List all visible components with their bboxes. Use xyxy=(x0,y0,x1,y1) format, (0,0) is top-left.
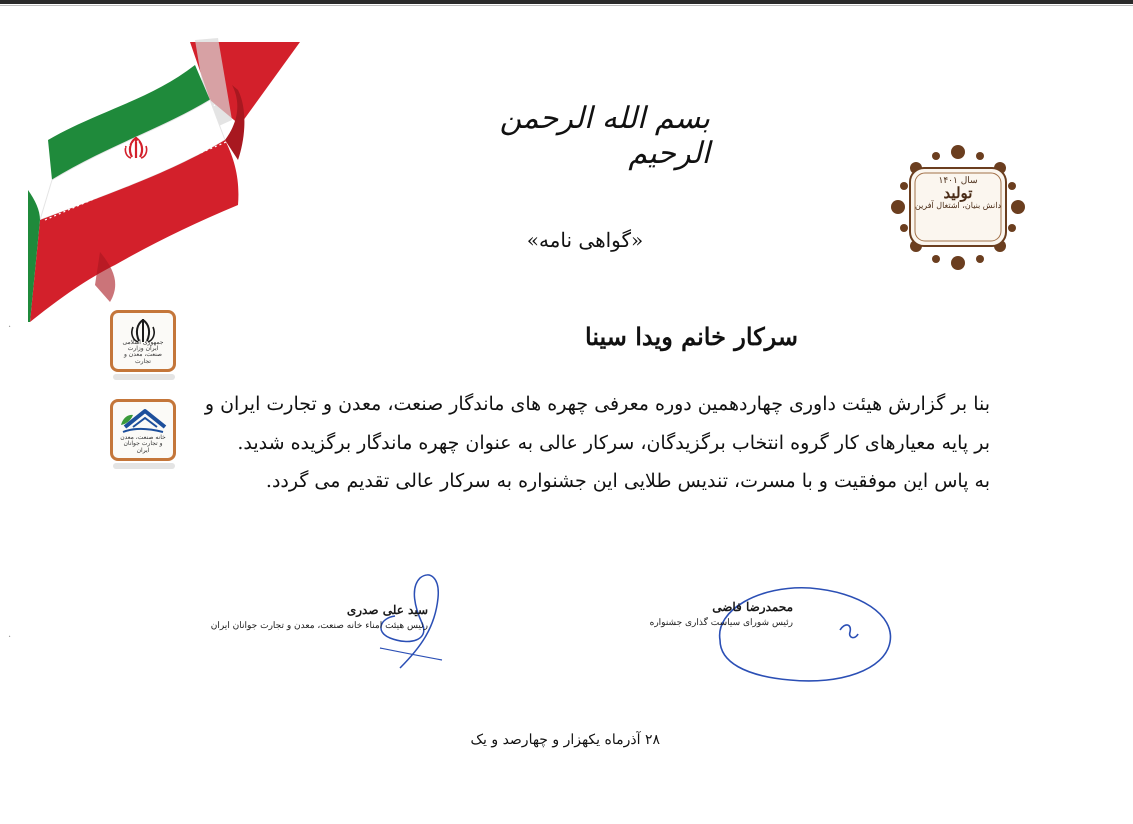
certificate-date: ۲۸ آذرماه یکهزار و چهارصد و یک xyxy=(470,732,660,748)
right-signatory-name: محمدرضا فاضی xyxy=(712,600,793,614)
body-line: بنا بر گزارش هیئت داوری چهاردهمین دوره معرفی چهره های ماندگار صنعت، معدن و تجارت ایران و xyxy=(204,393,990,415)
certificate-title: «گواهی نامه» xyxy=(526,228,644,252)
scan-mark: · xyxy=(8,322,12,333)
house-logo-shadow xyxy=(113,463,175,469)
right-signature-mark xyxy=(700,580,900,690)
iran-flag-ribbon xyxy=(0,30,310,330)
top-border-thin xyxy=(0,5,1133,6)
certificate-body xyxy=(190,385,990,501)
right-signatory xyxy=(593,600,793,628)
left-signatory-name: سید علی صدری xyxy=(346,603,428,617)
recipient-name: سرکار خانم ویدا سینا xyxy=(585,322,798,351)
top-border xyxy=(0,0,1133,4)
ministry-logo xyxy=(110,310,176,372)
body-line: به پاس این موفقیت و با مسرت، تندیس طلایی این جشنواره به سرکار عالی تقدیم می گردد. xyxy=(265,470,990,492)
left-signatory xyxy=(168,603,428,631)
scan-mark: · xyxy=(8,632,12,643)
ministry-logo-caption: جمهوری اسلامی ایران وزارت صنعت، معدن و تجارت xyxy=(122,338,164,365)
emblem-slogan: دانش بنیان، اشتغال آفرین xyxy=(914,201,1001,211)
emblem-main-word: تولید xyxy=(943,184,973,203)
emblem-year: سال ۱۴۰۱ xyxy=(938,176,978,186)
bismillah-calligraphy: بسم الله الرحمن الرحیم xyxy=(499,100,710,171)
right-signatory-role: رئیس شورای سیاست گذاری جشنواره xyxy=(649,618,793,628)
ministry-logo-shadow xyxy=(113,374,175,380)
body-line: بر پایه معیارهای کار گروه انتخاب برگزیدگان، سرکار عالی به عنوان چهره ماندگار برگزیده شدید. xyxy=(237,431,990,454)
emblem-text xyxy=(905,177,1011,211)
house-logo-caption: خانه صنعت، معدن و تجارت جوانان ایران xyxy=(120,434,166,454)
house-of-industry-logo xyxy=(110,399,176,461)
left-signatory-role: رئیس هیئت امناء خانه صنعت، معدن و تجارت جوانان ایران xyxy=(210,621,428,631)
